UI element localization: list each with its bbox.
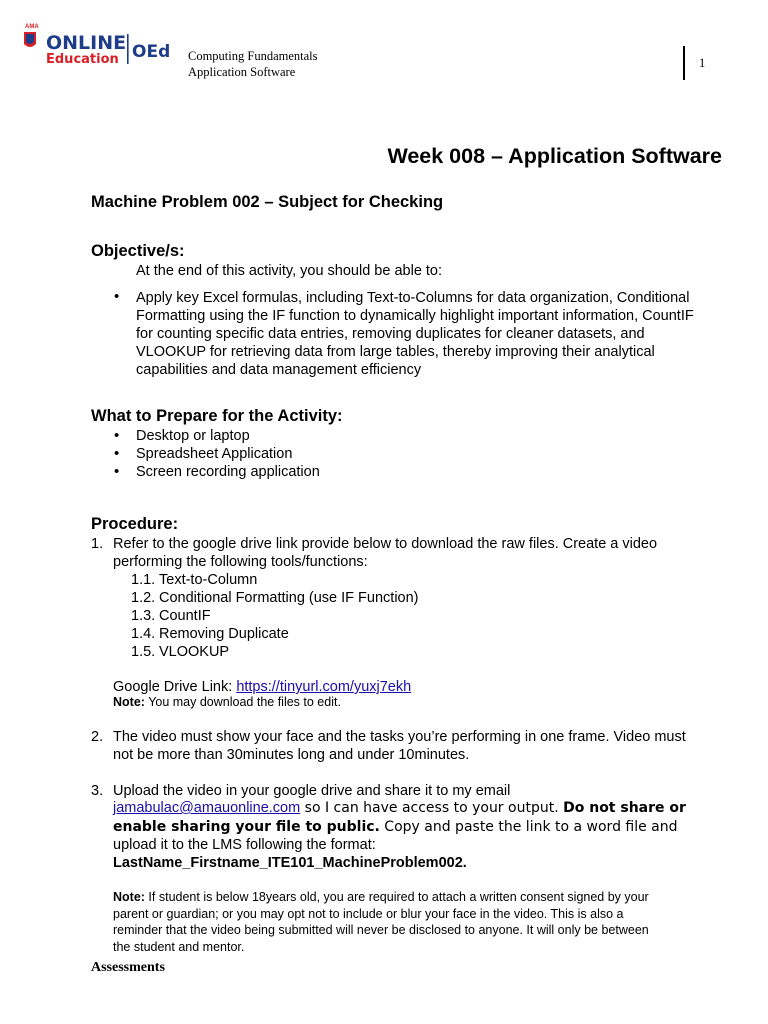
step3-warning: Do not share or: [563, 800, 686, 816]
objective-line: Apply key Excel formulas, including Text-to-Columns for data organization, Conditional: [136, 290, 690, 306]
objectives-heading: Objective/s:: [91, 242, 185, 260]
logo-word-oed: OEd: [132, 42, 171, 62]
subitem-text: Conditional Formatting (use IF Function): [159, 590, 419, 606]
header-course-subtitle: Application Software: [188, 65, 296, 79]
prepare-heading: What to Prepare for the Activity:: [91, 407, 343, 425]
step1-line: performing the following tools/functions:: [113, 554, 368, 570]
subitem-number: 1.3.: [131, 608, 156, 624]
subitem-number: 1.5.: [131, 644, 156, 660]
step3-line: upload it to the LMS following the format:: [113, 837, 376, 853]
subitem-text: Text-to-Column: [159, 572, 258, 588]
assessments-heading: Assessments: [91, 960, 165, 975]
header-course-title: Computing Fundamentals: [188, 49, 318, 63]
subitem-number: 1.2.: [131, 590, 156, 606]
subitem-text: CountIF: [159, 608, 211, 624]
prepare-item: Screen recording application: [136, 464, 320, 480]
header-divider: [683, 46, 685, 80]
logo-word-education: Education: [46, 52, 119, 67]
objective-line: capabilities and data management efficiency: [136, 362, 422, 378]
filename-format: LastName_Firstname_ITE101_MachineProblem002.: [113, 855, 467, 871]
step2-line: The video must show your face and the tasks you’re performing in one frame. Video must: [113, 729, 686, 745]
page-number: 1: [699, 56, 706, 70]
note-line: the student and mentor.: [113, 939, 245, 954]
note-label: Note:: [113, 695, 145, 709]
objective-line: Formatting using the IF function to dynamically highlight important information, CountIF: [136, 308, 694, 324]
bullet-icon: •: [114, 445, 120, 462]
step3-email-line: [113, 799, 686, 817]
step-number: 3.: [91, 783, 104, 799]
prepare-item: Spreadsheet Application: [136, 446, 293, 462]
download-note: [113, 694, 341, 711]
prepare-item: Desktop or laptop: [136, 428, 250, 444]
procedure-heading: Procedure:: [91, 515, 179, 533]
subitem-number: 1.1.: [131, 572, 156, 588]
bullet-icon: •: [114, 427, 120, 444]
drive-link-label: Google Drive Link:: [113, 679, 237, 695]
step3-text: Copy and paste the link to a word file and: [379, 819, 678, 835]
consent-note: [113, 889, 649, 955]
subitem-number: 1.4.: [131, 626, 156, 642]
objective-line: VLOOKUP for retrieving data from large tables, thereby improving their analytical: [136, 344, 655, 360]
online-education-logo: [22, 24, 174, 70]
subitem-text: VLOOKUP: [159, 644, 230, 660]
step3-warning: enable sharing your file to public.: [113, 819, 380, 835]
step-number: 2.: [91, 729, 104, 745]
note-line: parent or guardian; or you may opt not to include or blur your face in the video. This is also a: [113, 906, 624, 921]
logo-badge-text: AMA: [25, 24, 39, 30]
email-link[interactable]: jamabulac@amauonline.com: [113, 800, 301, 816]
step3-text: so I can have access to your output.: [300, 800, 564, 816]
step3-line: [113, 818, 678, 836]
objectives-intro: At the end of this activity, you should be able to:: [136, 263, 443, 279]
step1-line: Refer to the google drive link provide below to download the raw files. Create a video: [113, 536, 658, 552]
subitem-text: Removing Duplicate: [159, 626, 289, 642]
drive-link[interactable]: https://tinyurl.com/yuxj7ekh: [236, 679, 412, 695]
bullet-icon: •: [114, 288, 120, 305]
machine-problem-heading: Machine Problem 002 – Subject for Checking: [91, 193, 444, 211]
document-title: Week 008 – Application Software: [387, 144, 722, 168]
note-text: You may download the files to edit.: [144, 695, 341, 709]
objective-item: [136, 289, 694, 379]
logo-word-online: ONLINE: [46, 32, 127, 54]
bullet-icon: •: [114, 463, 120, 480]
note-label: Note:: [113, 890, 145, 904]
step-number: 1.: [91, 536, 104, 552]
note-line: reminder that the video being submitted will never be disclosed to anyone. It will only be between: [113, 923, 649, 937]
note-line: If student is below 18years old, you are required to attach a written consent signed by your: [144, 890, 649, 904]
step3-line: Upload the video in your google drive and share it to my email: [113, 783, 511, 799]
objective-line: for counting specific data entries, removing duplicates for cleaner datasets, and: [136, 326, 645, 342]
step2-line: not be more than 30minutes long and under 10minutes.: [113, 747, 470, 763]
